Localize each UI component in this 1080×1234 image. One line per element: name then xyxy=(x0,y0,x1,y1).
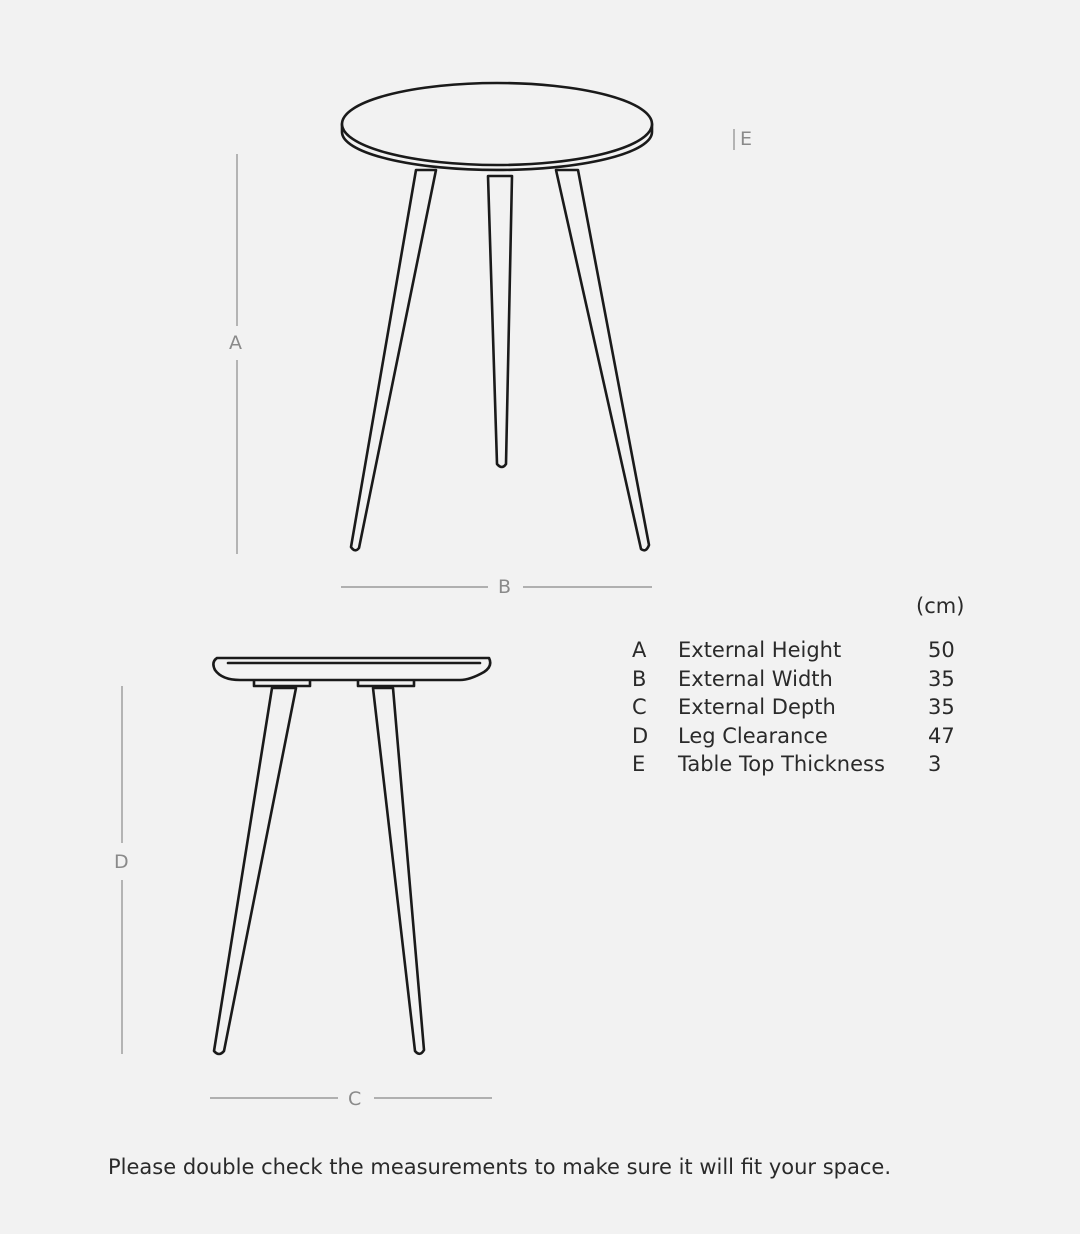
spec-letter: B xyxy=(632,666,647,691)
spec-value: 3 xyxy=(928,752,942,776)
spec-name: External Depth xyxy=(678,695,836,719)
side-left-leg xyxy=(214,688,296,1054)
dimension-label-b: B xyxy=(498,576,512,598)
spec-name: External Height xyxy=(678,638,842,662)
front-right-leg xyxy=(556,170,649,550)
spec-value: 47 xyxy=(928,723,955,748)
spec-letter: C xyxy=(632,695,647,719)
dimension-label-e: E xyxy=(740,128,753,150)
spec-value: 50 xyxy=(928,638,955,662)
side-table-top xyxy=(213,658,490,680)
spec-name: Leg Clearance xyxy=(678,723,828,748)
side-view-table-drawing xyxy=(213,658,490,1054)
table-row xyxy=(632,693,968,722)
back-center-leg xyxy=(488,176,512,467)
spec-name: External Width xyxy=(678,666,833,691)
perspective-table-drawing xyxy=(342,83,652,550)
side-right-leg xyxy=(373,688,424,1054)
table-row xyxy=(632,665,968,694)
table-row xyxy=(632,750,968,779)
spec-letter: D xyxy=(632,723,649,748)
spec-value: 35 xyxy=(928,695,955,719)
table-top-surface xyxy=(342,83,652,165)
dimension-label-d: D xyxy=(114,851,129,873)
measurement-footnote: Please double check the measurements to make sure it will fit your space. xyxy=(108,1155,892,1179)
table-row xyxy=(632,722,968,751)
spec-letter: E xyxy=(632,752,646,776)
spec-value: 35 xyxy=(928,666,955,691)
dimension-label-a: A xyxy=(229,332,242,354)
spec-name: Table Top Thickness xyxy=(678,752,885,776)
dimension-lines xyxy=(122,129,734,1098)
table-row xyxy=(632,636,968,665)
units-label: (cm) xyxy=(916,594,965,618)
dimensions-table xyxy=(632,636,968,779)
front-left-leg xyxy=(351,170,436,550)
dimension-label-c: C xyxy=(348,1088,362,1110)
spec-letter: A xyxy=(632,638,647,662)
